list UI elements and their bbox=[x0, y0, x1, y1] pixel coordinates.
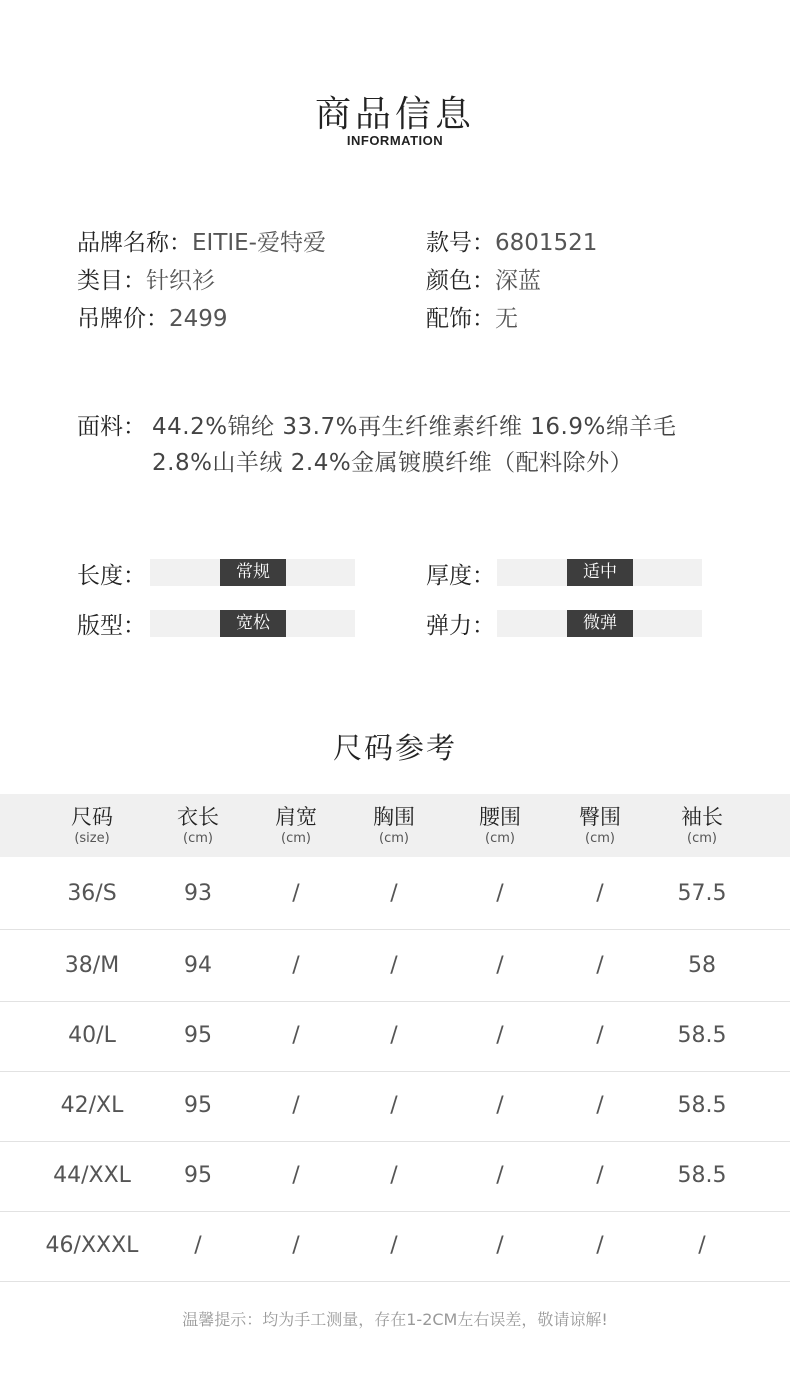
table-row bbox=[0, 858, 790, 930]
cell-chest: / bbox=[390, 1093, 398, 1118]
cell-size: 42/XL bbox=[60, 1093, 124, 1118]
cell-size: 46/XXXL bbox=[45, 1233, 139, 1258]
length-indicator: 常规 bbox=[220, 559, 286, 586]
fit-indicator: 宽松 bbox=[220, 610, 286, 637]
cell-size: 44/XXL bbox=[53, 1163, 131, 1188]
cell-sleeve: 58.5 bbox=[677, 1163, 727, 1188]
fabric-label: 面料： bbox=[77, 414, 146, 440]
brand-value: EITIE-爱特爱 bbox=[192, 230, 326, 256]
col-header-sleeve: 袖长 (cm) bbox=[681, 805, 723, 846]
cell-size: 38/M bbox=[64, 953, 120, 978]
style-no-row bbox=[426, 224, 597, 257]
table-row bbox=[0, 1070, 790, 1142]
price-label: 吊牌价： bbox=[77, 306, 169, 332]
size-table-header bbox=[0, 794, 790, 857]
elasticity-label: 弹力： bbox=[426, 613, 495, 639]
style-no-value: 6801521 bbox=[495, 230, 598, 256]
cell-waist: / bbox=[496, 1233, 504, 1258]
page-subtitle: INFORMATION bbox=[346, 133, 444, 148]
cell-sleeve: 58 bbox=[688, 953, 716, 978]
cell-hip: / bbox=[596, 953, 604, 978]
table-row bbox=[0, 1000, 790, 1072]
thickness-label: 厚度： bbox=[426, 563, 495, 589]
table-row bbox=[0, 1210, 790, 1282]
cell-waist: / bbox=[496, 1093, 504, 1118]
col-header-size: 尺码 (size) bbox=[71, 805, 113, 846]
cell-chest: / bbox=[390, 1233, 398, 1258]
price-value: 2499 bbox=[169, 306, 228, 332]
fabric-line-2: 2.8%山羊绒 2.4%金属镀膜纤维（配料除外） bbox=[152, 450, 634, 476]
accessory-value: 无 bbox=[495, 306, 518, 332]
table-row bbox=[0, 1140, 790, 1212]
cell-chest: / bbox=[390, 881, 398, 906]
cell-shoulder: / bbox=[292, 1093, 300, 1118]
col-header-chest: 胸围 (cm) bbox=[373, 805, 415, 846]
page-title: 商品信息 bbox=[314, 94, 475, 135]
brand-row bbox=[77, 224, 326, 257]
length-label: 长度： bbox=[77, 563, 146, 589]
color-row bbox=[426, 262, 541, 295]
cell-length: 95 bbox=[184, 1093, 212, 1118]
fit-label: 版型： bbox=[77, 613, 146, 639]
table-row bbox=[0, 930, 790, 1002]
cell-sleeve: 58.5 bbox=[677, 1023, 727, 1048]
cell-length: 93 bbox=[184, 881, 212, 906]
category-row bbox=[77, 262, 215, 295]
cell-chest: / bbox=[390, 1163, 398, 1188]
accessory-row bbox=[426, 300, 518, 333]
cell-chest: / bbox=[390, 1023, 398, 1048]
elasticity-scale bbox=[497, 610, 702, 637]
cell-shoulder: / bbox=[292, 881, 300, 906]
cell-shoulder: / bbox=[292, 1023, 300, 1048]
cell-length: 94 bbox=[184, 953, 212, 978]
length-scale bbox=[150, 559, 355, 586]
thickness-indicator: 适中 bbox=[567, 559, 633, 586]
style-no-label: 款号： bbox=[426, 230, 495, 256]
fabric-line-1: 44.2%锦纶 33.7%再生纤维素纤维 16.9%绵羊毛 bbox=[152, 414, 677, 440]
cell-size: 36/S bbox=[67, 881, 117, 906]
cell-waist: / bbox=[496, 1163, 504, 1188]
cell-sleeve: / bbox=[698, 1233, 706, 1258]
col-header-hip: 臀围 (cm) bbox=[579, 805, 621, 846]
accessory-label: 配饰： bbox=[426, 306, 495, 332]
cell-sleeve: 58.5 bbox=[677, 1093, 727, 1118]
cell-size: 40/L bbox=[68, 1023, 116, 1048]
cell-hip: / bbox=[596, 881, 604, 906]
col-header-shoulder: 肩宽 (cm) bbox=[275, 805, 317, 846]
color-label: 颜色： bbox=[426, 268, 495, 294]
cell-hip: / bbox=[596, 1233, 604, 1258]
elasticity-indicator: 微弹 bbox=[567, 610, 633, 637]
category-label: 类目： bbox=[77, 268, 146, 294]
size-chart-title: 尺码参考 bbox=[332, 731, 457, 765]
cell-waist: / bbox=[496, 953, 504, 978]
fit-scale bbox=[150, 610, 355, 637]
cell-shoulder: / bbox=[292, 953, 300, 978]
cell-chest: / bbox=[390, 953, 398, 978]
cell-shoulder: / bbox=[292, 1163, 300, 1188]
col-header-waist: 腰围 (cm) bbox=[479, 805, 521, 846]
thickness-scale bbox=[497, 559, 702, 586]
cell-hip: / bbox=[596, 1093, 604, 1118]
cell-waist: / bbox=[496, 1023, 504, 1048]
price-row bbox=[77, 300, 228, 333]
cell-length: 95 bbox=[184, 1163, 212, 1188]
cell-shoulder: / bbox=[292, 1233, 300, 1258]
col-header-length: 衣长 (cm) bbox=[177, 805, 219, 846]
cell-waist: / bbox=[496, 881, 504, 906]
brand-label: 品牌名称： bbox=[77, 230, 192, 256]
category-value: 针织衫 bbox=[146, 268, 215, 294]
color-value: 深蓝 bbox=[495, 268, 541, 294]
cell-sleeve: 57.5 bbox=[677, 881, 727, 906]
cell-hip: / bbox=[596, 1023, 604, 1048]
cell-hip: / bbox=[596, 1163, 604, 1188]
measurement-note: 温馨提示：均为手工测量，存在1-2CM左右误差，敬请谅解! bbox=[182, 1310, 608, 1329]
cell-length: / bbox=[194, 1233, 202, 1258]
cell-length: 95 bbox=[184, 1023, 212, 1048]
